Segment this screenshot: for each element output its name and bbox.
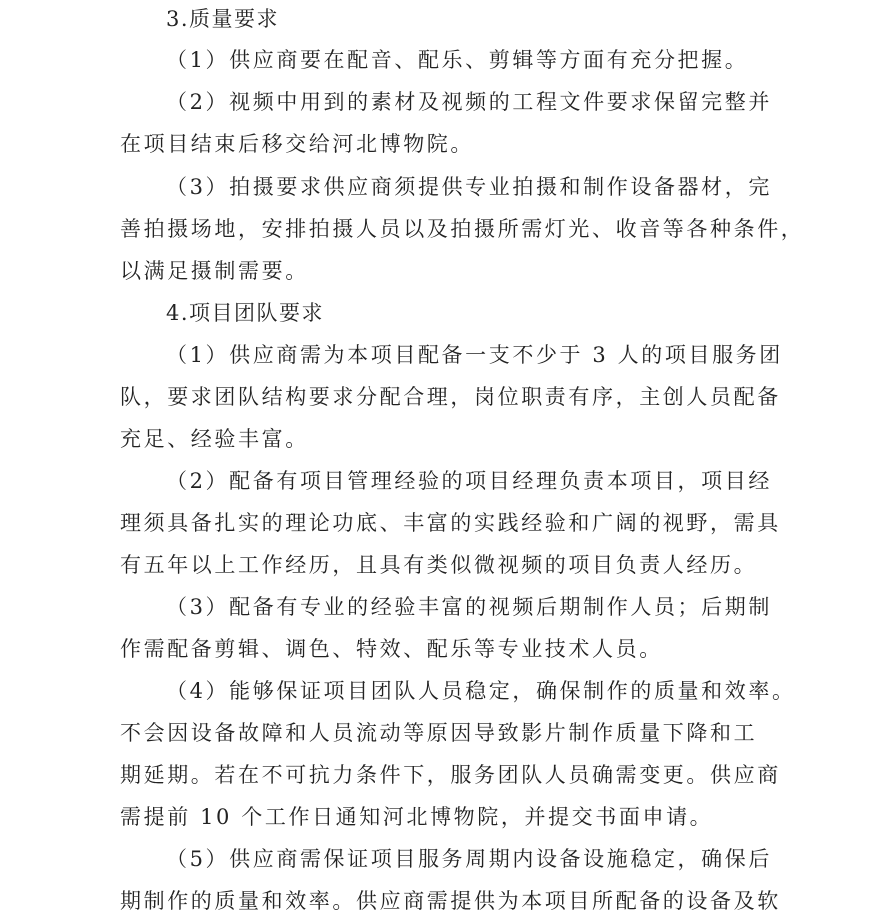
- paragraph-line: （1）供应商需为本项目配备一支不少于 3 人的项目服务团: [166, 343, 783, 367]
- paragraph-line: 善拍摄场地，安排拍摄人员以及拍摄所需灯光、收音等各种条件，: [120, 217, 805, 241]
- paragraph-line: 需提前 10 个工作日通知河北博物院，并提交书面申请。: [120, 805, 714, 829]
- paragraph-line: 以满足摄制需要。: [120, 259, 309, 283]
- paragraph-line: （1）供应商要在配音、配乐、剪辑等方面有充分把握。: [166, 48, 749, 72]
- paragraph-line: 充足、经验丰富。: [120, 427, 309, 451]
- paragraph-line: 队，要求团队结构要求分配合理，岗位职责有序，主创人员配备: [120, 385, 781, 409]
- paragraph-line: 有五年以上工作经历，且具有类似微视频的项目负责人经历。: [120, 553, 758, 577]
- paragraph-line: 作需配备剪辑、调色、特效、配乐等专业技术人员。: [120, 637, 663, 661]
- paragraph-line: （2）视频中用到的素材及视频的工程文件要求保留完整并: [166, 90, 772, 114]
- section-heading-quality: 3.质量要求: [166, 7, 280, 31]
- paragraph-line: （3）拍摄要求供应商须提供专业拍摄和制作设备器材，完: [166, 175, 772, 199]
- paragraph-line: 期制作的质量和效率。供应商需提供为本项目所配备的设备及软: [120, 889, 781, 913]
- paragraph-line: 理须具备扎实的理论功底、丰富的实践经验和广阔的视野，需具: [120, 511, 781, 535]
- paragraph-line: 在项目结束后移交给河北博物院。: [120, 132, 474, 156]
- paragraph-line: （4）能够保证项目团队人员稳定，确保制作的质量和效率。: [166, 679, 796, 703]
- paragraph-line: （5）供应商需保证项目服务周期内设备设施稳定，确保后: [166, 847, 772, 871]
- paragraph-line: （3）配备有专业的经验丰富的视频后期制作人员；后期制: [166, 595, 772, 619]
- paragraph-line: （2）配备有项目管理经验的项目经理负责本项目，项目经: [166, 469, 772, 493]
- paragraph-line: 不会因设备故障和人员流动等原因导致影片制作质量下降和工: [120, 721, 758, 745]
- paragraph-line: 期延期。若在不可抗力条件下，服务团队人员确需变更。供应商: [120, 763, 781, 787]
- section-heading-team: 4.项目团队要求: [166, 301, 325, 325]
